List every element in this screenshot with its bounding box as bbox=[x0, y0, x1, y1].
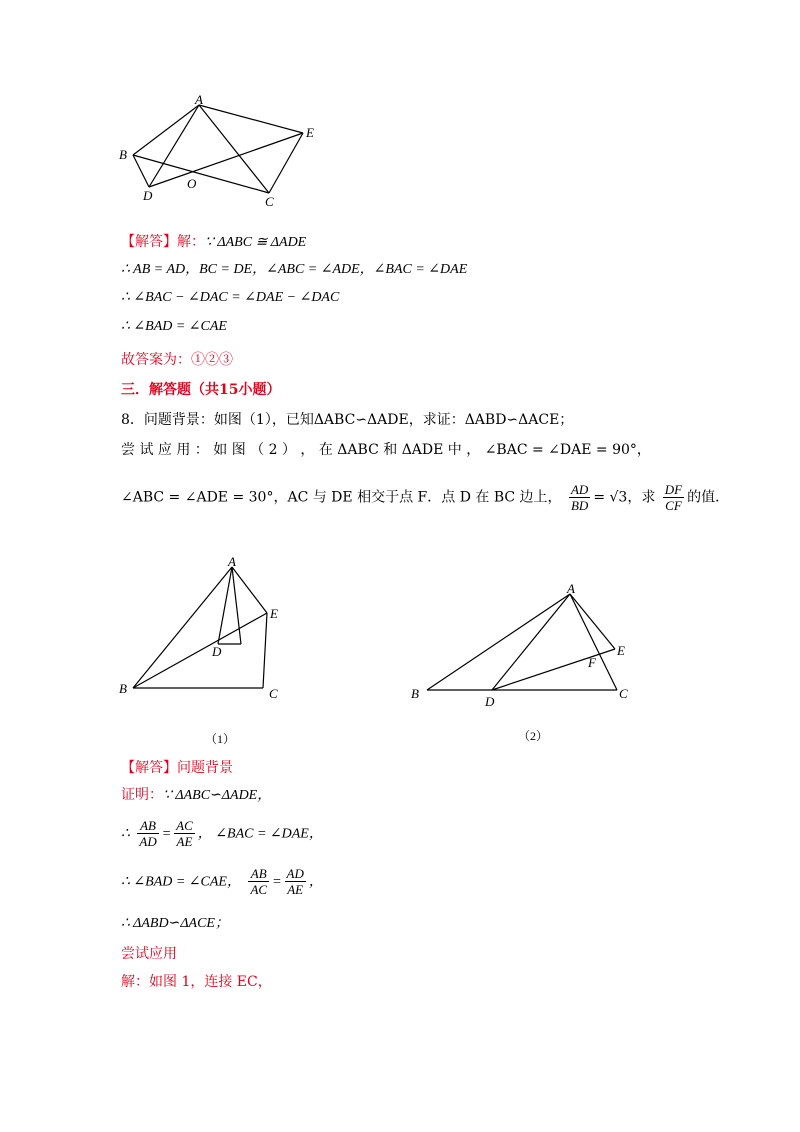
p2-rest: ， ∠BAC = ∠DAE， bbox=[197, 826, 323, 842]
frac1-num: AD bbox=[570, 482, 589, 497]
label-O: O bbox=[187, 176, 197, 191]
proof-given: ∵ ΔABC∽ΔADE， bbox=[163, 788, 272, 803]
fig2-label-F: F bbox=[588, 655, 596, 670]
fig1-label-C: C bbox=[269, 686, 278, 701]
fraction-ad-bd bbox=[569, 482, 590, 513]
fig2-label-D: D bbox=[485, 694, 495, 709]
fig1-label-B: B bbox=[119, 681, 127, 696]
solution7-line1 bbox=[121, 232, 306, 253]
try-line1: 解：如图 1，连接 EC， bbox=[121, 974, 272, 990]
p2-f1-num: AB bbox=[137, 818, 158, 834]
figure-1 bbox=[115, 555, 295, 705]
fig2-label-E: E bbox=[617, 643, 625, 658]
solution8-tag: 【解答】问题背景 bbox=[121, 760, 233, 776]
fig1-caption: （1） bbox=[205, 732, 236, 746]
label-A: A bbox=[195, 92, 203, 107]
p2-f2-den: AE bbox=[176, 834, 193, 849]
q8-line2: 尝 试 应 用 ： 如 图 （ 2 ） ， 在 ΔABC 和 ΔADE 中 ， ∠BAC = ∠DAE = 90°， bbox=[121, 442, 651, 458]
fig1-label-A: A bbox=[228, 555, 236, 569]
p3-text: ∴ ∠BAD = ∠CAE， bbox=[121, 874, 241, 890]
q8-ask: ，求 bbox=[627, 489, 656, 506]
label-C: C bbox=[265, 194, 274, 209]
section-heading: 三．解答题（共15小题） bbox=[121, 382, 281, 398]
fig2-caption: （2） bbox=[518, 729, 549, 743]
q8-end: 的值． bbox=[687, 489, 730, 506]
solution7-answer: 故答案为：①②③ bbox=[121, 352, 233, 368]
p3-f2-den: AE bbox=[287, 882, 304, 897]
label-E: E bbox=[306, 125, 314, 140]
solution8-proof bbox=[121, 785, 271, 806]
frac1-den: BD bbox=[570, 498, 589, 513]
p2-f2-num: AC bbox=[176, 818, 193, 833]
figure-2 bbox=[405, 582, 645, 712]
solution7-line4: ∴ ∠BAD = ∠CAE bbox=[121, 319, 227, 334]
label-D: D bbox=[143, 188, 153, 203]
fraction-df-cf bbox=[663, 482, 684, 513]
proof-label: 证明： bbox=[121, 787, 163, 803]
fraction-ad-ae bbox=[285, 866, 306, 897]
frac2-num: DF bbox=[664, 482, 683, 497]
fraction-ac-ae bbox=[174, 818, 195, 849]
try-title: 尝试应用 bbox=[121, 946, 177, 962]
q8-line3-text: ∠ABC = ∠ADE = 30°，AC 与 DE 相交于点 F．点 D 在 BC 边上， bbox=[121, 489, 562, 506]
fig2-label-C: C bbox=[619, 686, 628, 701]
fig1-label-E: E bbox=[270, 606, 278, 621]
solution8-line4: ∴ ΔABD∽ΔACE； bbox=[121, 916, 229, 931]
p3-f1-den: AC bbox=[250, 882, 268, 897]
figure-top bbox=[115, 92, 325, 212]
solution7-line3: ∴ ∠BAC − ∠DAC = ∠DAE − ∠DAC bbox=[121, 290, 340, 305]
label-B: B bbox=[119, 147, 127, 162]
frac2-den: CF bbox=[665, 498, 682, 513]
p3-f1-num: AB bbox=[248, 866, 269, 882]
q8-line3 bbox=[121, 482, 729, 513]
sqrt3-eq: = √3 bbox=[593, 489, 628, 506]
fraction-ab-ad bbox=[137, 818, 158, 849]
p3-eq: = bbox=[272, 874, 282, 890]
p3-rest: ， bbox=[308, 874, 323, 890]
p2-eq: = bbox=[161, 826, 172, 842]
jie-label: 解： bbox=[177, 234, 205, 250]
answer-tag: 【解答】 bbox=[121, 234, 177, 250]
fig2-label-A: A bbox=[567, 582, 575, 596]
p3-f2-num: AD bbox=[286, 866, 304, 881]
p2-f1-den: AD bbox=[139, 834, 157, 849]
q8-line1: 8．问题背景：如图（1），已知ΔABC∽ΔADE，求证：ΔABD∽ΔACE； bbox=[121, 412, 574, 428]
solution8-line2 bbox=[121, 818, 323, 849]
solution7-line2: ∴ AB = AD，BC = DE，∠ABC = ∠ADE，∠BAC = ∠DAE bbox=[121, 262, 468, 277]
fraction-ab-ac bbox=[248, 866, 269, 897]
fig1-label-D: D bbox=[212, 644, 222, 659]
solution7-given: ∵ ΔABC ≅ ΔADE bbox=[205, 235, 307, 250]
fig2-label-B: B bbox=[411, 686, 419, 701]
therefore-1: ∴ bbox=[121, 826, 130, 842]
solution8-line3 bbox=[121, 866, 323, 897]
